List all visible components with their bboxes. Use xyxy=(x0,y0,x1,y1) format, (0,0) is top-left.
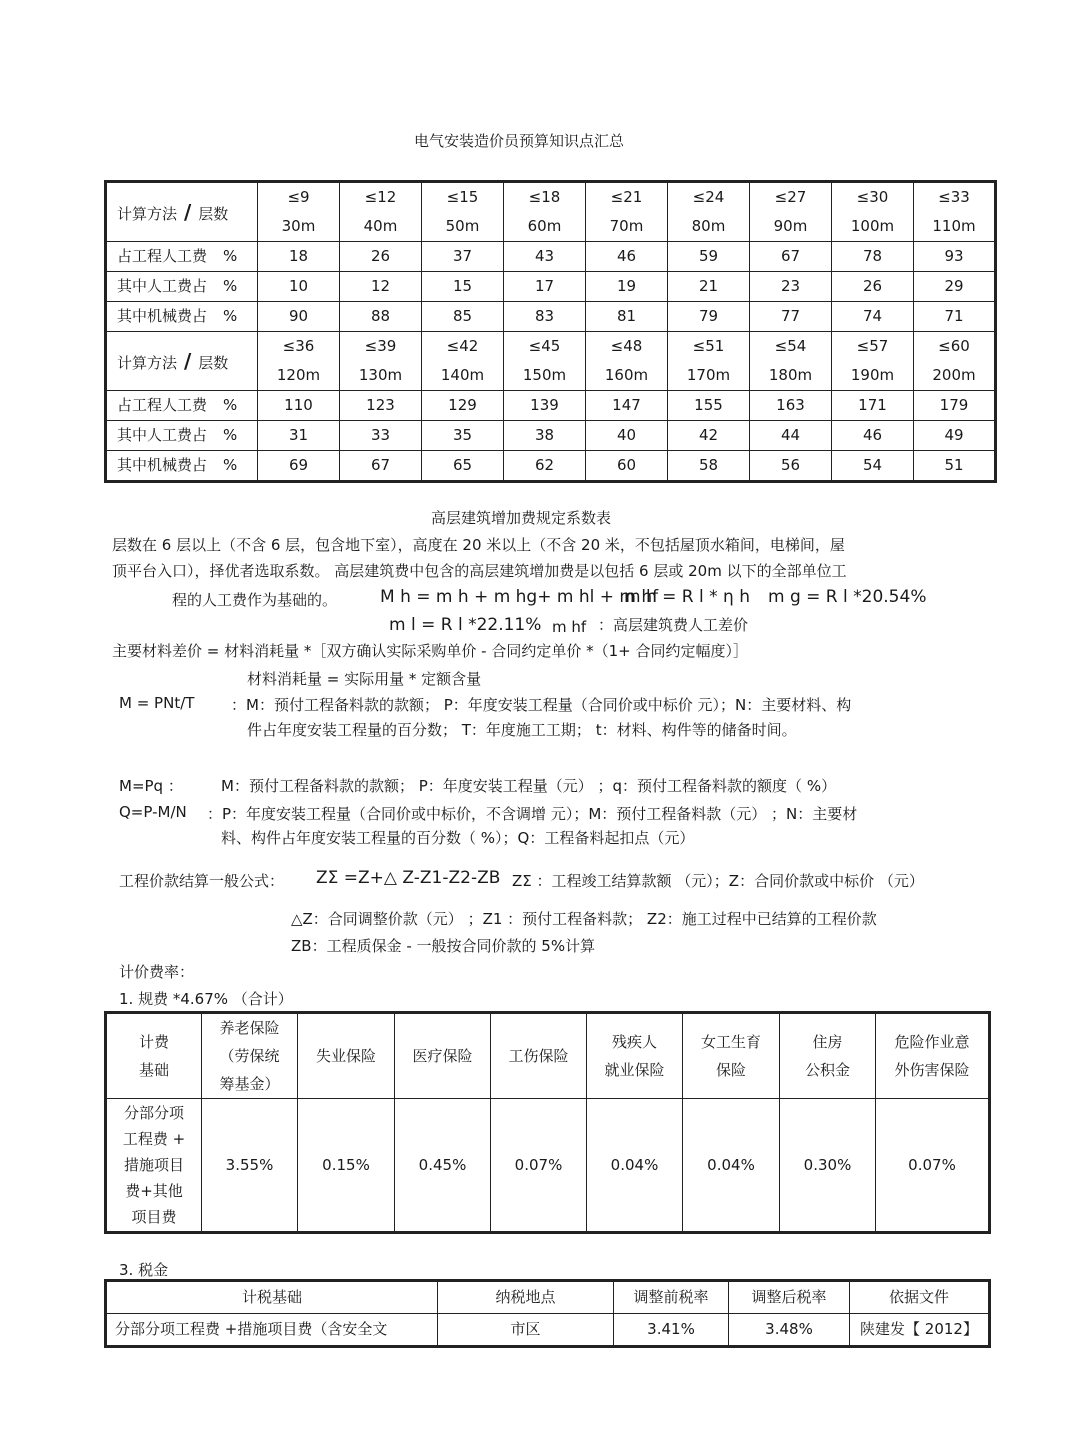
row-label-text: 其中人工费占 xyxy=(117,277,208,296)
m-formula-lead: M = PNt/T xyxy=(119,694,195,712)
value-cell: 18 xyxy=(258,242,340,272)
table-row xyxy=(106,302,996,332)
value-cell: 155 xyxy=(668,391,750,421)
floor-limit: ≤30 xyxy=(856,188,889,206)
material-consumption-line: 材料消耗量 = 实际用量 * 定额含量 xyxy=(247,670,482,688)
fee-rate-cell: 3.55% xyxy=(202,1099,298,1233)
floor-height-cell xyxy=(832,332,914,391)
tax-title: 3. 税金 xyxy=(119,1261,169,1279)
floor-coefficient-table xyxy=(104,180,997,483)
row-label xyxy=(106,391,258,421)
row-label xyxy=(106,451,258,482)
fee-header-cell: 女工生育 保险 xyxy=(683,1013,780,1099)
floor-height-cell xyxy=(914,332,996,391)
fee-rate-cell: 0.04% xyxy=(587,1099,683,1233)
fee-rate-cell: 0.15% xyxy=(298,1099,395,1233)
corner-method: 计算方法 xyxy=(117,204,178,223)
pq-line-1: M：预付工程备料款的款额； P：年度安装工程量（元） ；q：预付工程备料款的额度（ %） xyxy=(221,777,837,795)
header-row xyxy=(106,332,996,391)
tax-cell: 3.41% xyxy=(614,1314,729,1347)
value-cell: 81 xyxy=(586,302,668,332)
floor-height-cell xyxy=(914,182,996,242)
height-limit: 80m xyxy=(691,217,726,235)
value-cell: 29 xyxy=(914,272,996,302)
corner-cell xyxy=(106,182,258,242)
corner-floors: 层数 xyxy=(198,353,229,372)
tax-header-cell: 计税基础 xyxy=(106,1281,438,1314)
floor-limit: ≤33 xyxy=(938,188,970,206)
value-cell: 35 xyxy=(422,421,504,451)
value-cell: 171 xyxy=(832,391,914,421)
settlement-lead: 工程价款结算一般公式： xyxy=(119,872,285,890)
value-cell: 163 xyxy=(750,391,832,421)
row-label xyxy=(106,242,258,272)
value-cell: 129 xyxy=(422,391,504,421)
height-limit: 90m xyxy=(773,217,808,235)
tax-cell: 分部分项工程费 +措施项目费（含安全文 xyxy=(106,1314,438,1347)
value-cell: 37 xyxy=(422,242,504,272)
formula-mhf-desc: ：高层建筑费人工差价 xyxy=(598,616,749,634)
fee-rate-cell: 0.07% xyxy=(876,1099,990,1233)
height-limit: 140m xyxy=(440,366,485,384)
value-cell: 21 xyxy=(668,272,750,302)
value-cell: 33 xyxy=(340,421,422,451)
row-label-text: 占工程人工费 xyxy=(117,247,208,266)
value-cell: 93 xyxy=(914,242,996,272)
value-cell: 59 xyxy=(668,242,750,272)
value-cell: 26 xyxy=(340,242,422,272)
fee-header-cell: 失业保险 xyxy=(298,1013,395,1099)
value-cell: 179 xyxy=(914,391,996,421)
formula-ml: m l = R l *22.11% xyxy=(389,615,542,635)
fee-rate-cell: 0.45% xyxy=(395,1099,491,1233)
floor-height-cell xyxy=(750,182,832,242)
floor-height-cell xyxy=(668,182,750,242)
height-limit: 60m xyxy=(527,217,562,235)
settlement-formula: ZΣ =Z+△ Z-Z1-Z2-ZB xyxy=(316,868,501,888)
floor-height-cell xyxy=(422,182,504,242)
fees-title: 1. 规费 *4.67% （合计） xyxy=(119,990,293,1008)
tax-header-cell: 调整后税率 xyxy=(729,1281,850,1314)
fee-header-cell: 工伤保险 xyxy=(491,1013,587,1099)
floor-limit: ≤27 xyxy=(774,188,807,206)
value-cell: 67 xyxy=(750,242,832,272)
fee-header-cell: 危险作业意 外伤害保险 xyxy=(876,1013,990,1099)
table-row xyxy=(106,242,996,272)
para-line-3: 程的人工费作为基础的。 xyxy=(172,591,338,609)
floor-height-cell xyxy=(340,332,422,391)
floor-limit: ≤57 xyxy=(856,337,889,355)
floor-height-cell xyxy=(504,182,586,242)
value-cell: 10 xyxy=(258,272,340,302)
value-cell: 77 xyxy=(750,302,832,332)
height-limit: 40m xyxy=(363,217,398,235)
section-title-high-rise: 高层建筑增加费规定系数表 xyxy=(431,509,612,527)
floor-limit: ≤51 xyxy=(692,337,725,355)
floor-height-cell xyxy=(258,182,340,242)
table-row xyxy=(106,451,996,482)
floor-height-cell xyxy=(832,182,914,242)
fee-header-cell: 残疾人 就业保险 xyxy=(587,1013,683,1099)
value-cell: 31 xyxy=(258,421,340,451)
tax-cell: 3.48% xyxy=(729,1314,850,1347)
floor-height-cell xyxy=(504,332,586,391)
table-row xyxy=(106,391,996,421)
floor-limit: ≤45 xyxy=(528,337,561,355)
height-limit: 120m xyxy=(276,366,321,384)
tax-header-cell: 调整前税率 xyxy=(614,1281,729,1314)
value-cell: 17 xyxy=(504,272,586,302)
tax-header-cell: 纳税地点 xyxy=(438,1281,614,1314)
fee-header-cell: 住房 公积金 xyxy=(780,1013,876,1099)
value-cell: 49 xyxy=(914,421,996,451)
value-cell: 65 xyxy=(422,451,504,482)
floor-limit: ≤42 xyxy=(446,337,479,355)
value-cell: 58 xyxy=(668,451,750,482)
row-label-pct: % xyxy=(223,456,238,475)
fee-header-cell: 计费 基础 xyxy=(106,1013,202,1099)
row-label xyxy=(106,421,258,451)
formula-mh: M h = m h + m hg+ m hl + m hf xyxy=(380,587,659,607)
value-cell: 123 xyxy=(340,391,422,421)
tax-header-cell: 依据文件 xyxy=(850,1281,990,1314)
slash-separator: / xyxy=(177,348,199,373)
row-label-pct: % xyxy=(223,277,238,296)
value-cell: 43 xyxy=(504,242,586,272)
row-label-pct: % xyxy=(223,307,238,326)
value-cell: 46 xyxy=(832,421,914,451)
value-cell: 56 xyxy=(750,451,832,482)
floor-limit: ≤36 xyxy=(282,337,315,355)
table-row xyxy=(106,272,996,302)
value-cell: 40 xyxy=(586,421,668,451)
value-cell: 88 xyxy=(340,302,422,332)
qpmn-line-1: ：P：年度安装工程量（合同价或中标价，不含调增 元）；M：预付工程备料款（元） ；N：主要材 xyxy=(207,805,858,823)
value-cell: 38 xyxy=(504,421,586,451)
fee-rate-cell: 0.30% xyxy=(780,1099,876,1233)
corner-method: 计算方法 xyxy=(117,353,178,372)
table-row xyxy=(106,1099,990,1233)
value-cell: 15 xyxy=(422,272,504,302)
slash-separator: / xyxy=(177,199,199,224)
settlement-line-1: ZΣ ：工程竣工结算款额 （元）；Z：合同价款或中标价 （元） xyxy=(512,872,924,890)
row-label-text: 其中人工费占 xyxy=(117,426,208,445)
settlement-line-3: ZB：工程质保金 - 一般按合同价款的 5%计算 xyxy=(291,937,596,955)
row-label xyxy=(106,302,258,332)
value-cell: 71 xyxy=(914,302,996,332)
value-cell: 85 xyxy=(422,302,504,332)
row-label-text: 占工程人工费 xyxy=(117,396,208,415)
height-limit: 190m xyxy=(850,366,895,384)
value-cell: 54 xyxy=(832,451,914,482)
page-title: 电气安装造价员预算知识点汇总 xyxy=(414,132,625,150)
height-limit: 110m xyxy=(932,217,976,235)
m-formula-line-1: ：M：预付工程备料款的款额； P：年度安装工程量（合同价或中标价 元）；N：主要材料、构 xyxy=(231,696,852,714)
header-row xyxy=(106,1013,990,1099)
value-cell: 26 xyxy=(832,272,914,302)
height-limit: 200m xyxy=(932,366,976,384)
row-label-text: 其中机械费占 xyxy=(117,307,208,326)
row-label-text: 其中机械费占 xyxy=(117,456,208,475)
table-row xyxy=(106,421,996,451)
table-row xyxy=(106,1314,990,1347)
floor-limit: ≤12 xyxy=(364,188,397,206)
floor-limit: ≤21 xyxy=(610,188,643,206)
settlement-line-2: △Z：合同调整价款（元） ；Z1 ：预付工程备料款； Z2：施工过程中已结算的工程价款 xyxy=(291,910,877,928)
value-cell: 62 xyxy=(504,451,586,482)
floor-height-cell xyxy=(586,182,668,242)
formula-mhf: m hf xyxy=(552,618,587,636)
value-cell: 139 xyxy=(504,391,586,421)
row-label-pct: % xyxy=(223,247,238,266)
value-cell: 90 xyxy=(258,302,340,332)
corner-cell xyxy=(106,332,258,391)
tax-cell: 市区 xyxy=(438,1314,614,1347)
tax-table xyxy=(104,1279,991,1348)
fee-rate-cell: 0.04% xyxy=(683,1099,780,1233)
value-cell: 67 xyxy=(340,451,422,482)
value-cell: 147 xyxy=(586,391,668,421)
floor-height-cell xyxy=(422,332,504,391)
m-formula-line-2: 件占年度安装工程量的百分数； T：年度施工工期； t：材料、构件等的储备时间。 xyxy=(247,721,797,739)
fee-header-cell: 养老保险 （劳保统 筹基金） xyxy=(202,1013,298,1099)
floor-limit: ≤18 xyxy=(528,188,561,206)
value-cell: 60 xyxy=(586,451,668,482)
value-cell: 44 xyxy=(750,421,832,451)
para-line-1: 层数在 6 层以上（不含 6 层，包含地下室），高度在 20 米以上（不含 20 米，不包括屋顶水箱间，电梯间，屋 xyxy=(112,536,845,554)
height-limit: 150m xyxy=(522,366,567,384)
fee-basis-cell: 分部分项 工程费 + 措施项目 费+其他 项目费 xyxy=(106,1099,202,1233)
floor-limit: ≤24 xyxy=(692,188,725,206)
value-cell: 51 xyxy=(914,451,996,482)
floor-height-cell xyxy=(750,332,832,391)
value-cell: 74 xyxy=(832,302,914,332)
pq-lead: M=Pq ： xyxy=(119,777,183,795)
value-cell: 23 xyxy=(750,272,832,302)
row-label xyxy=(106,272,258,302)
floor-limit: ≤15 xyxy=(446,188,479,206)
value-cell: 12 xyxy=(340,272,422,302)
height-limit: 170m xyxy=(686,366,731,384)
height-limit: 70m xyxy=(609,217,644,235)
fee-header-cell: 医疗保险 xyxy=(395,1013,491,1099)
value-cell: 110 xyxy=(258,391,340,421)
floor-height-cell xyxy=(340,182,422,242)
floor-height-cell xyxy=(258,332,340,391)
floor-height-cell xyxy=(586,332,668,391)
corner-floors: 层数 xyxy=(198,204,229,223)
value-cell: 78 xyxy=(832,242,914,272)
height-limit: 180m xyxy=(768,366,813,384)
header-row xyxy=(106,182,996,242)
value-cell: 46 xyxy=(586,242,668,272)
floor-limit: ≤39 xyxy=(364,337,397,355)
floor-limit: ≤54 xyxy=(774,337,807,355)
fee-rate-cell: 0.07% xyxy=(491,1099,587,1233)
floor-limit: ≤48 xyxy=(610,337,643,355)
row-label-pct: % xyxy=(223,426,238,445)
rates-title: 计价费率： xyxy=(119,963,195,981)
floor-height-cell xyxy=(668,332,750,391)
qpmn-lead: Q=P-M/N xyxy=(119,803,187,821)
value-cell: 19 xyxy=(586,272,668,302)
height-limit: 30m xyxy=(281,217,316,235)
value-cell: 42 xyxy=(668,421,750,451)
fees-table xyxy=(104,1011,991,1234)
value-cell: 79 xyxy=(668,302,750,332)
para-line-2: 顶平台入口），择优者选取系数。 高层建筑费中包含的高层建筑增加费是以包括 6 层或 20m 以下的全部单位工 xyxy=(112,562,847,580)
value-cell: 69 xyxy=(258,451,340,482)
height-limit: 130m xyxy=(358,366,403,384)
formula-mh-r: m h = R l * η h xyxy=(624,587,750,607)
height-limit: 50m xyxy=(445,217,480,235)
tax-cell: 陕建发【 2012】 xyxy=(850,1314,990,1347)
header-row xyxy=(106,1281,990,1314)
height-limit: 160m xyxy=(604,366,649,384)
formula-mg: m g = R l *20.54% xyxy=(768,587,927,607)
qpmn-line-2: 料、构件占年度安装工程量的百分数（ %）；Q：工程备料起扣点（元） xyxy=(221,829,695,847)
floor-limit: ≤60 xyxy=(938,337,970,355)
row-label-pct: % xyxy=(223,396,238,415)
floor-limit: ≤9 xyxy=(287,188,310,206)
material-diff-line: 主要材料差价 = 材料消耗量 *［双方确认实际采购单价 - 合同约定单价 *（1+ 合同约定幅度）］ xyxy=(112,642,748,660)
height-limit: 100m xyxy=(850,217,895,235)
value-cell: 83 xyxy=(504,302,586,332)
